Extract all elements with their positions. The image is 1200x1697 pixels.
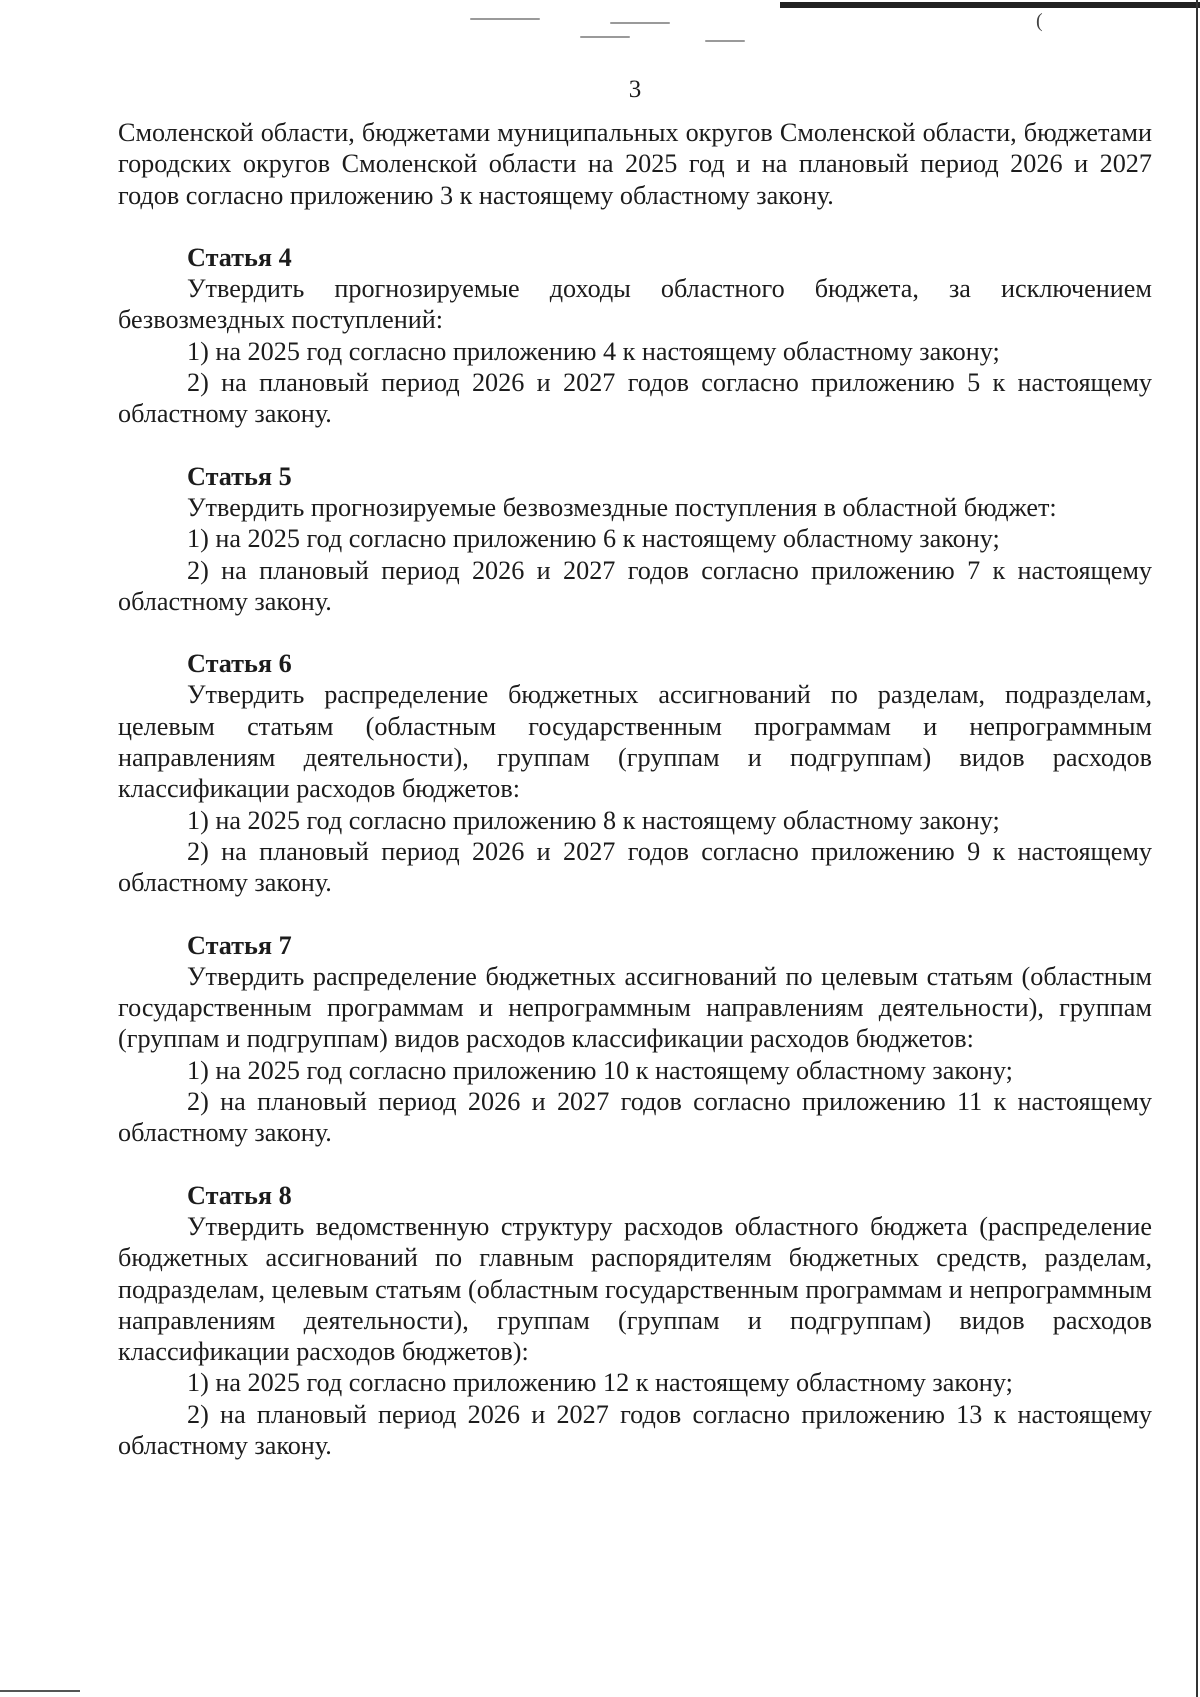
article-4 [118, 242, 1152, 430]
continuation-paragraph: Смоленской области, бюджетами муниципальных округов Смоленской области, бюджетами городских округов Смоленской области на 2025 год и на плановый период 2026 и 2027 годов согласно приложению 3 к настоящему областному закону. [118, 118, 1152, 210]
article-intro: Утвердить ведомственную структуру расходов областного бюджета (распределение бюджетных ассигнований по главным распорядителям бюджетных средств, разделам, подразделам, целевым статьям (областным государственным программам и непрограммным направлениям деятельности), группам (группам и подгруппам) видов расходов классификации расходов бюджетов): [118, 1211, 1152, 1367]
article-item: 1) на 2025 год согласно приложению 10 к настоящему областному закону; [187, 1055, 1013, 1085]
article-heading: Статья 6 [187, 649, 292, 679]
scan-speck [580, 36, 630, 38]
article-intro: Утвердить прогнозируемые доходы областного бюджета, за исключением безвозмездных поступлений: [118, 274, 1152, 335]
article-item: 2) на плановый период 2026 и 2027 годов согласно приложению 7 к настоящему областному закону. [118, 555, 1152, 616]
article-heading: Статья 8 [187, 1180, 292, 1210]
article-8 [118, 1180, 1152, 1462]
scan-edge-bottom [0, 1690, 80, 1692]
article-item: 1) на 2025 год согласно приложению 6 к настоящему областному закону; [187, 524, 1000, 554]
article-item: 1) на 2025 год согласно приложению 8 к настоящему областному закону; [187, 805, 1000, 835]
article-7 [118, 930, 1152, 1149]
scan-edge-right [1196, 0, 1198, 1697]
scan-edge-top [780, 2, 1200, 8]
article-item: 1) на 2025 год согласно приложению 4 к настоящему областному закону; [187, 336, 1000, 366]
scan-speck [705, 40, 745, 42]
article-5 [118, 461, 1152, 617]
document-body [118, 117, 1152, 1461]
page-number: 3 [628, 76, 642, 103]
scan-speck [470, 18, 540, 20]
article-intro: Утвердить распределение бюджетных ассигнований по целевым статьям (областным государственным программам и непрограммным направлениям деятельности), группам (группам и подгруппам) видов расходов классификации расходов бюджетов: [118, 961, 1152, 1054]
article-heading: Статья 7 [187, 930, 292, 960]
article-item: 2) на плановый период 2026 и 2027 годов согласно приложению 13 к настоящему областному закону. [118, 1399, 1152, 1460]
article-heading: Статья 5 [187, 461, 292, 491]
scan-mark: ( [1036, 10, 1043, 32]
article-6 [118, 648, 1152, 898]
article-heading: Статья 4 [187, 242, 292, 272]
scan-speck [610, 22, 670, 24]
article-item: 1) на 2025 год согласно приложению 12 к настоящему областному закону; [187, 1368, 1013, 1398]
article-intro: Утвердить распределение бюджетных ассигнований по разделам, подразделам, целевым статьям (областным государственным программам и непрограммным направлениям деятельности), группам (группам и подгруппам) видов расходов классификации расходов бюджетов: [118, 680, 1152, 804]
article-intro: Утвердить прогнозируемые безвозмездные поступления в областной бюджет: [187, 492, 1057, 522]
article-item: 2) на плановый период 2026 и 2027 годов согласно приложению 5 к настоящему областному закону. [118, 368, 1152, 429]
article-item: 2) на плановый период 2026 и 2027 годов согласно приложению 11 к настоящему областному закону. [118, 1087, 1152, 1148]
article-item: 2) на плановый период 2026 и 2027 годов согласно приложению 9 к настоящему областному закону. [118, 836, 1152, 898]
